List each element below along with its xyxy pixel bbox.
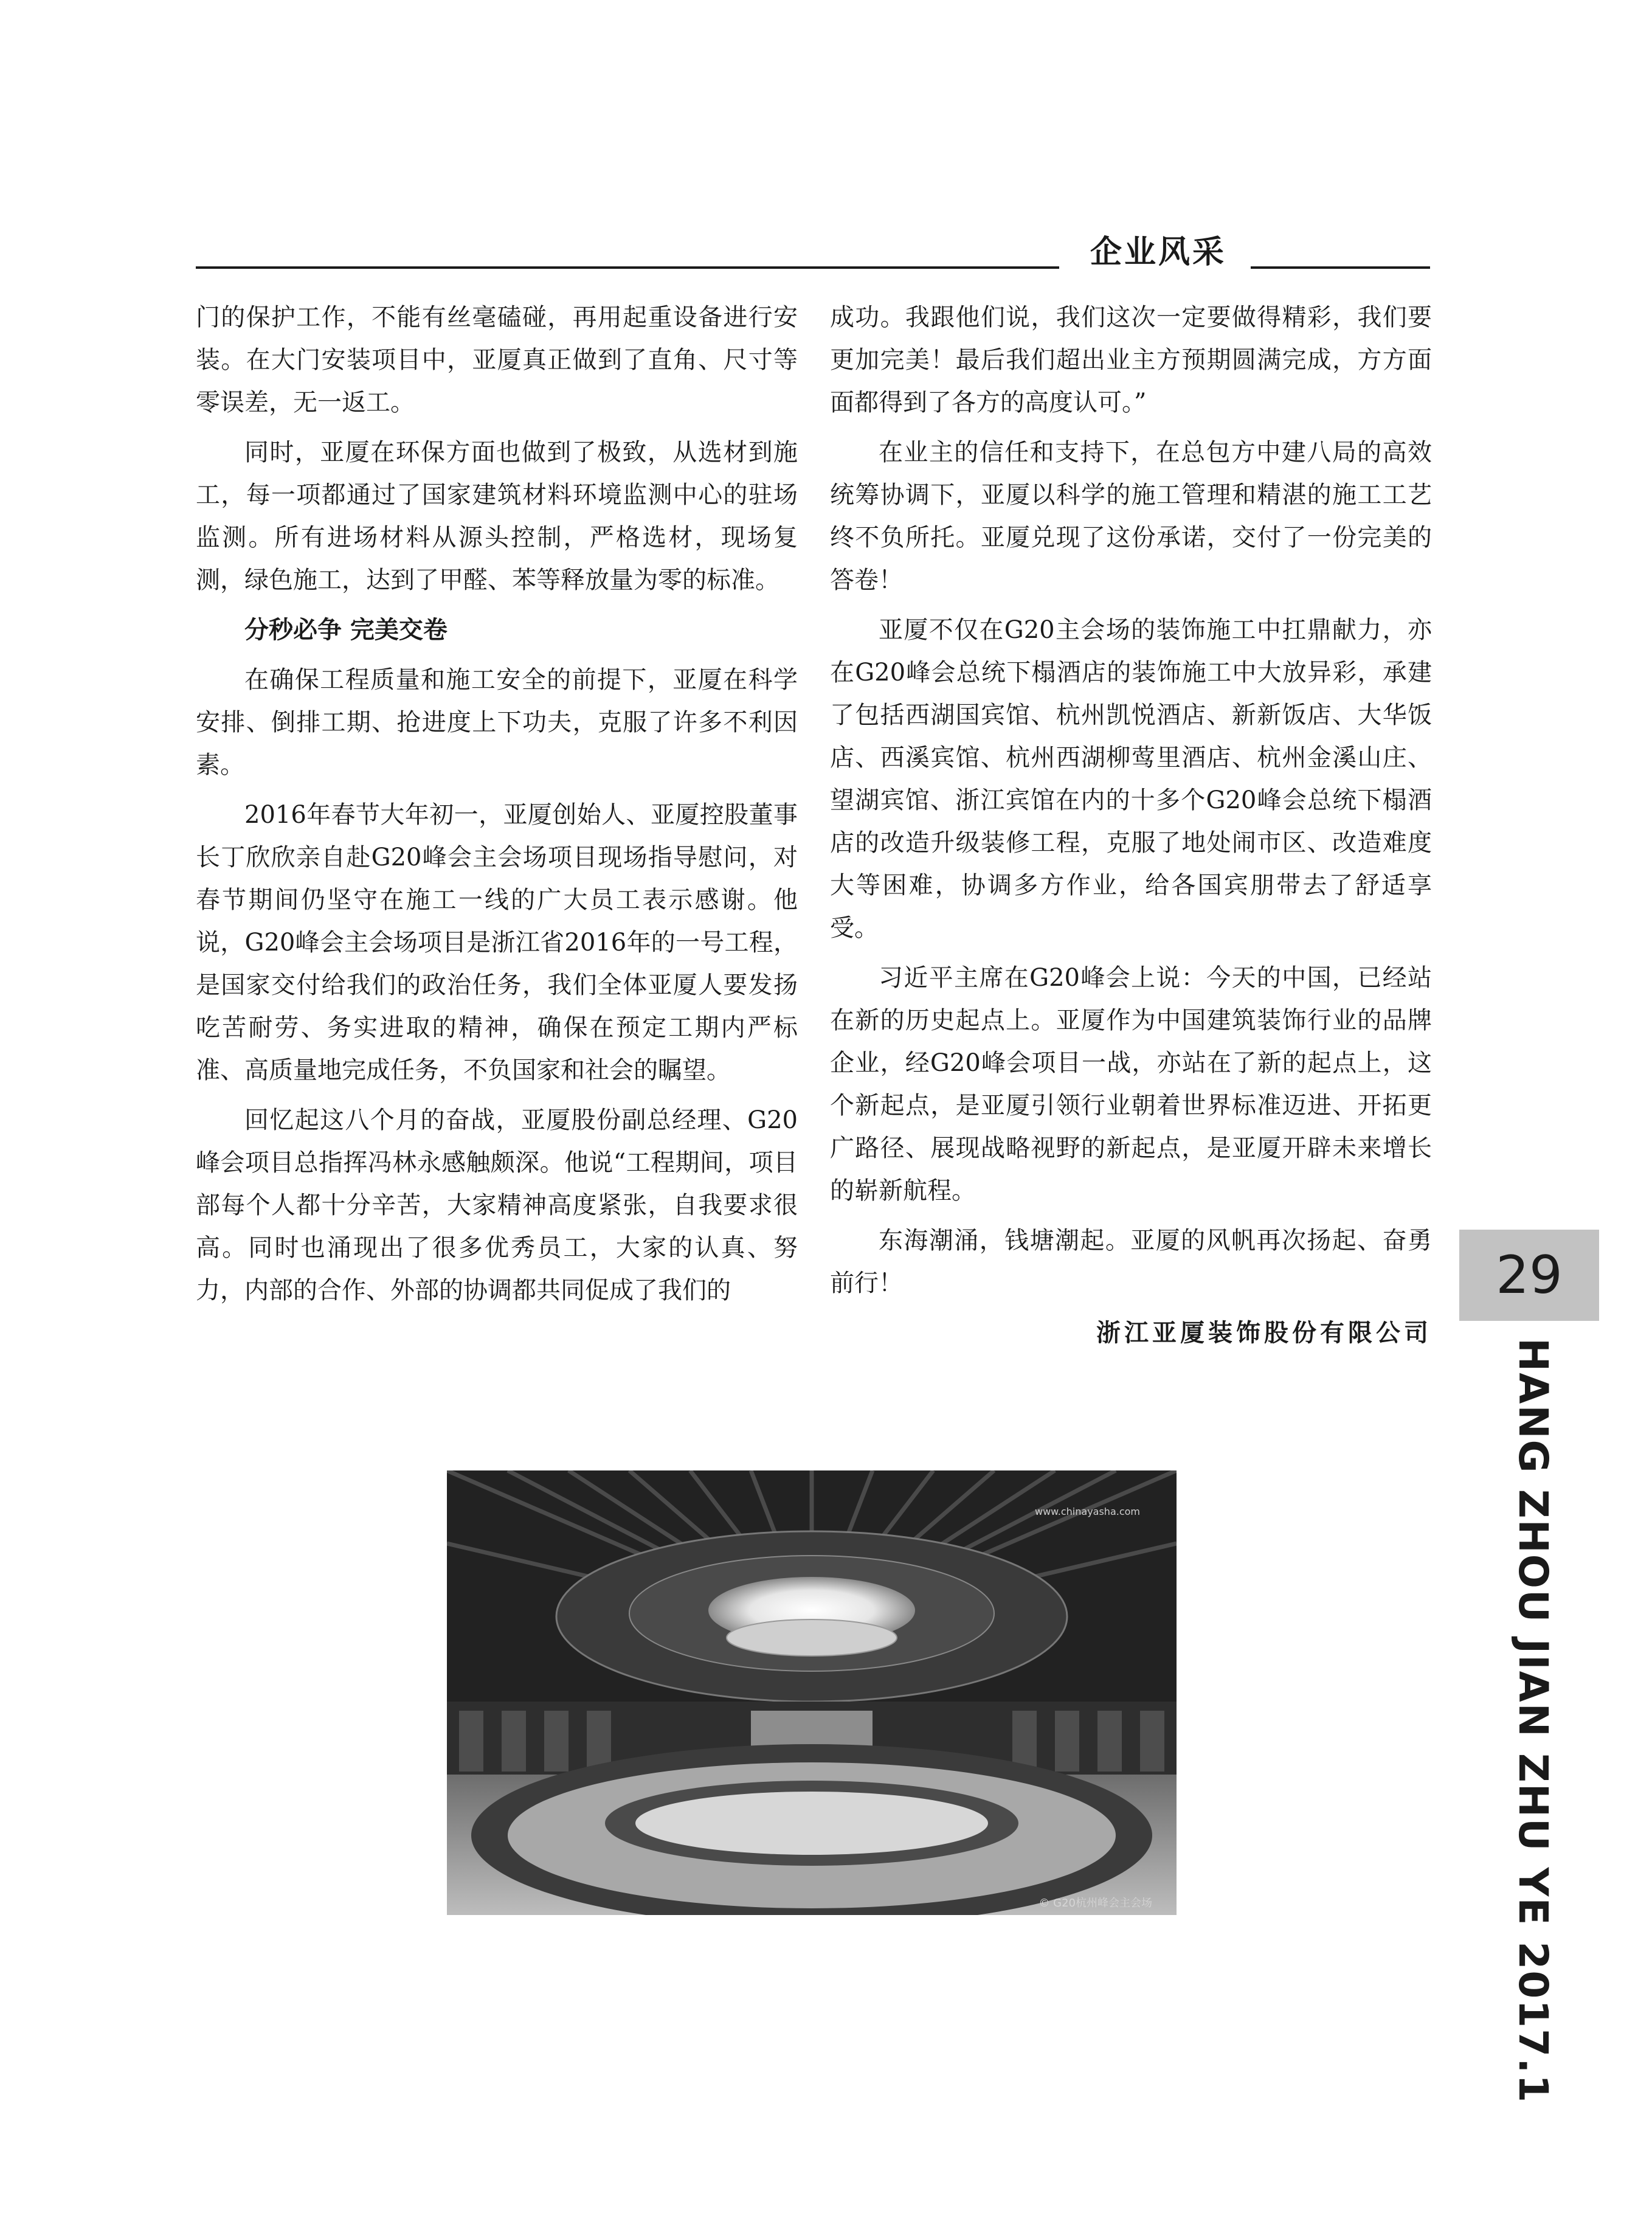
page-number-tab [1459, 1230, 1599, 1321]
vertical-magazine-title: HANG ZHOU JIAN ZHU YE 2017.1 [1510, 1338, 1557, 2104]
paragraph: 2016年春节大年初一，亚厦创始人、亚厦控股董事长丁欣欣亲自赴G20峰会主会场项目现场指导慰问，对春节期间仍坚守在施工一线的广大员工表示感谢。他说，G20峰会主会场项目是浙江省2016年的一号工程，是国家交付给我们的政治任务，我们全体亚厦人要发扬吃苦耐劳、务实进取的精神，确保在预定工期内严标准、高质量地完成任务，不负国家和社会的瞩望。 [196, 801, 798, 1084]
company-signature: 浙江亚厦装饰股份有限公司 [1096, 1319, 1432, 1347]
paragraph: 同时，亚厦在环保方面也做到了极致，从选材到施工，每一项都通过了国家建筑材料环境监测中心的驻场监测。所有进场材料从源头控制，严格选材，现场复测，绿色施工，达到了甲醛、苯等释放量为零的标准。 [196, 438, 798, 594]
left-column [196, 296, 798, 1319]
conference-hall-photo [447, 1470, 1177, 1915]
page-number: 29 [1496, 1245, 1563, 1306]
right-column [830, 296, 1432, 1362]
section-title: 企业风采 [1090, 234, 1226, 271]
paragraph: 回忆起这八个月的奋战，亚厦股份副总经理、G20峰会项目总指挥冯林永感触颇深。他说“工程期间，项目部每个人都十分辛苦，大家精神高度紧张，自我要求很高。同时也涌现出了很多优秀员工，大家的认真、努力，内部的合作、外部的协调都共同促成了我们的 [196, 1106, 798, 1304]
section-header [196, 224, 1430, 272]
photo-caption: © G20杭州峰会主会场 [1039, 1897, 1152, 1910]
header-rule-right [1251, 266, 1430, 269]
paragraph: 东海潮涌，钱塘潮起。亚厦的风帆再次扬起、奋勇前行！ [830, 1227, 1432, 1297]
paragraph: 门的保护工作，不能有丝毫磕碰，再用起重设备进行安装。在大门安装项目中，亚厦真正做到了直角、尺寸等零误差，无一返工。 [196, 303, 798, 417]
photo-illustration [447, 1470, 1177, 1915]
paragraph: 亚厦不仅在G20主会场的装饰施工中扛鼎献力，亦在G20峰会总统下榻酒店的装饰施工中大放异彩，承建了包括西湖国宾馆、杭州凯悦酒店、新新饭店、大华饭店、西溪宾馆、杭州西湖柳莺里酒店、杭州金溪山庄、望湖宾馆、浙江宾馆在内的十多个G20峰会总统下榻酒店的改造升级装修工程，克服了地处闹市区、改造难度大等困难，协调多方作业，给各国宾朋带去了舒适享受。 [830, 616, 1432, 942]
paragraph: 在业主的信任和支持下，在总包方中建八局的高效统筹协调下，亚厦以科学的施工管理和精湛的施工工艺终不负所托。亚厦兑现了这份承诺，交付了一份完美的答卷！ [830, 438, 1432, 594]
photo-watermark: www.chinayasha.com [1034, 1506, 1140, 1517]
header-rule-left [196, 266, 1059, 269]
paragraph: 成功。我跟他们说，我们这次一定要做得精彩，我们要更加完美！最后我们超出业主方预期圆满完成，方方面面都得到了各方的高度认可。” [830, 303, 1432, 417]
paragraph: 习近平主席在G20峰会上说：今天的中国，已经站在新的历史起点上。亚厦作为中国建筑装饰行业的品牌企业，经G20峰会项目一战，亦站在了新的起点上，这个新起点，是亚厦引领行业朝着世界标准迈进、开拓更广路径、展现战略视野的新起点，是亚厦开辟未来增长的崭新航程。 [830, 964, 1432, 1205]
subheading: 分秒必争 完美交卷 [244, 616, 448, 644]
paragraph: 在确保工程质量和施工安全的前提下，亚厦在科学安排、倒排工期、抢进度上下功夫，克服了许多不利因素。 [196, 666, 798, 779]
